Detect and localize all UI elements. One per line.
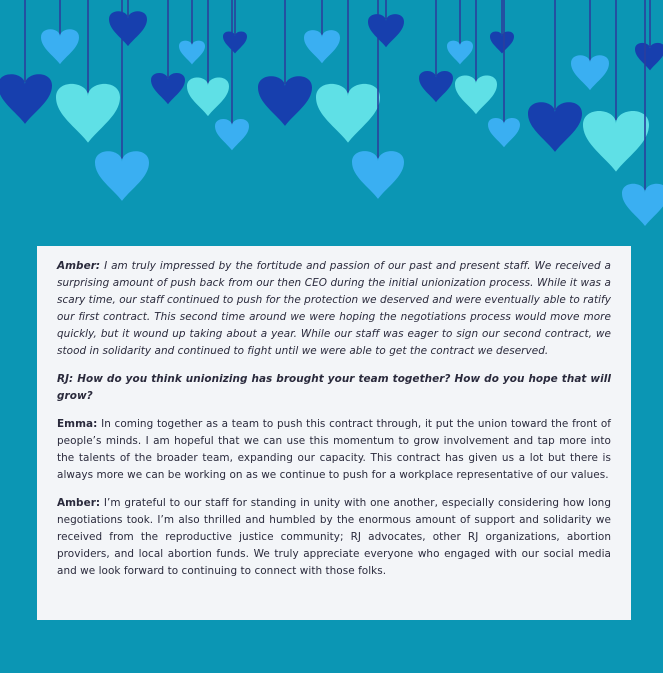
question-rj	[57, 371, 611, 405]
question-text: How do you think unionizing has brought your team together? How do you hope that will grow?	[57, 373, 612, 402]
hanging-hearts-decoration	[0, 0, 663, 240]
speaker-label: Amber:	[57, 260, 101, 272]
answer-amber-2	[57, 495, 611, 580]
heart-icon	[635, 43, 663, 71]
heart-icon	[622, 184, 663, 226]
speaker-label: Amber:	[57, 497, 101, 509]
interview-card	[37, 246, 631, 620]
answer-text: I am truly impressed by the fortitude and passion of our past and present staff. We received a surprising amount of push back from our then CEO during the initial unionization process. While it was a scary time, our staff continued to push for the protection we deserved and were eventually able to ratify our first contract. This second time around we were hoping the negotiations process would move more quickly, but it wound up taking about a year. While our staff was eager to sign our second contract, we stood in solidarity and continued to fight until we were able to get the contract we deserved.	[57, 260, 611, 357]
speaker-label: RJ:	[57, 373, 74, 385]
speaker-label: Emma:	[57, 418, 98, 430]
answer-text: In coming together as a team to push this contract through, it put the union toward the front of people’s minds. I am hopeful that we can use this momentum to grow involvement and tap more into the talents of the broader team, expanding our capacity. This contract has given us a lot but there is always more we can be working on as we continue to push for a workplace representative of our values.	[57, 418, 611, 481]
answer-text: I’m grateful to our staff for standing in unity with one another, especially considering how long negotiations took. I’m also thrilled and humbled by the enormous amount of support and solidarity we received from the reproductive justice community; RJ advocates, other RJ organizations, abortion providers, and local abortion funds. We truly appreciate everyone who engaged with our social media and we look forward to continuing to connect with those folks.	[57, 497, 611, 577]
answer-emma	[57, 416, 611, 484]
answer-amber-1	[57, 258, 611, 360]
heart-icon	[0, 74, 52, 124]
